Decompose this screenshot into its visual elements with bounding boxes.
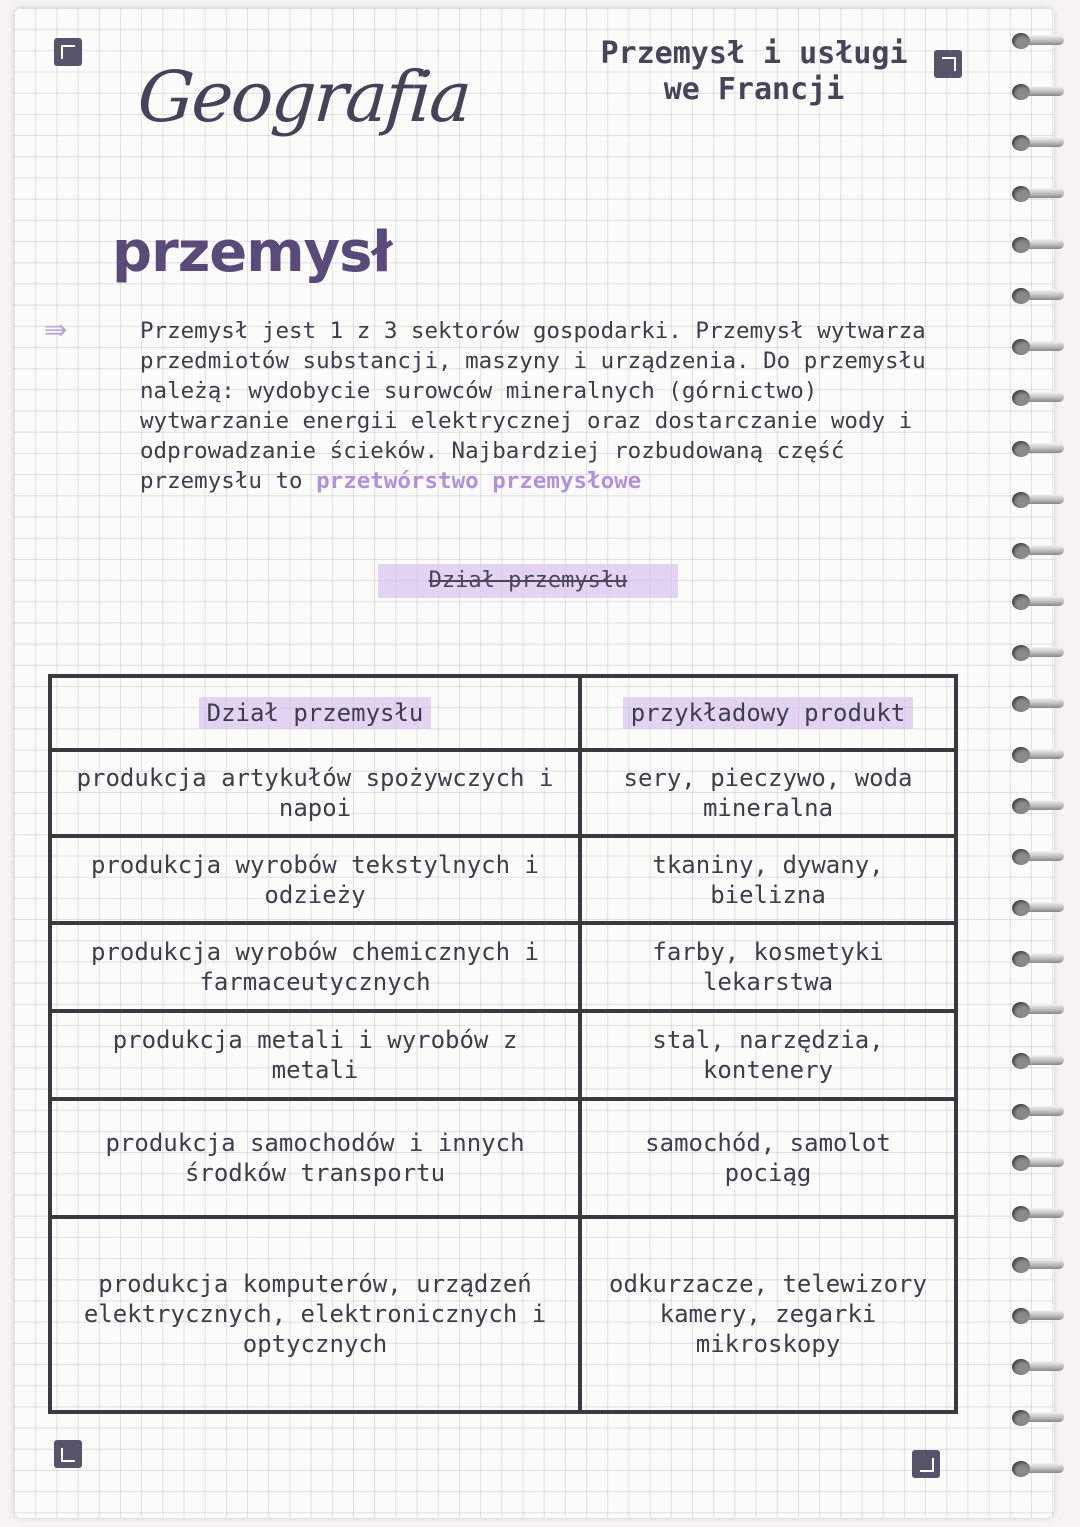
spiral-ring-icon xyxy=(1008,30,1064,50)
spiral-ring-icon xyxy=(1008,438,1064,458)
subject-title: Geografia xyxy=(135,56,473,138)
corner-mark-icon xyxy=(912,1450,940,1478)
spiral-ring-icon xyxy=(1008,1254,1064,1274)
spiral-ring-icon xyxy=(1008,132,1064,152)
table-cell-dzial: produkcja samochodów i innych środków transportu xyxy=(50,1099,580,1216)
spiral-ring-icon xyxy=(1008,693,1064,713)
spiral-ring-icon xyxy=(1008,999,1064,1019)
spiral-ring-icon xyxy=(1008,1305,1064,1325)
table-cell-dzial: produkcja komputerów, urządzeń elektrycznych, elektronicznych i optycznych xyxy=(50,1217,580,1412)
table-cell-produkt: tkaniny, dywany, bielizna xyxy=(580,836,956,922)
table-cell-produkt: farby, kosmetyki lekarstwa xyxy=(580,923,956,1011)
corner-mark-icon xyxy=(934,50,962,78)
table-cell-produkt: samochód, samolot pociąg xyxy=(580,1099,956,1216)
spiral-ring-icon xyxy=(1008,336,1064,356)
spiral-ring-icon xyxy=(1008,1407,1064,1427)
spiral-ring-icon xyxy=(1008,846,1064,866)
spiral-ring-icon xyxy=(1008,1050,1064,1070)
table-cell-dzial: produkcja wyrobów tekstylnych i odzieży xyxy=(50,836,580,922)
spiral-ring-icon xyxy=(1008,489,1064,509)
table-row xyxy=(50,1217,956,1412)
table-cell-dzial: produkcja wyrobów chemicznych i farmaceutycznych xyxy=(50,923,580,1011)
table-header-row xyxy=(50,676,956,750)
spiral-ring-icon xyxy=(1008,81,1064,101)
spiral-binding xyxy=(1008,30,1074,1510)
corner-mark-icon xyxy=(54,38,82,66)
section-heading: przemysł xyxy=(112,220,392,285)
spiral-ring-icon xyxy=(1008,183,1064,203)
spiral-ring-icon xyxy=(1008,234,1064,254)
table-row xyxy=(50,923,956,1011)
spiral-ring-icon xyxy=(1008,1203,1064,1223)
spiral-ring-icon xyxy=(1008,285,1064,305)
paragraph-text: Przemysł jest 1 z 3 sektorów gospodarki. Przemysł wytwarza przedmiotów substancji, maszyny i urządzenia. Do przemysłu należą: wydobycie surowców mineralnych (górnictwo) wytwarzanie energii elektrycznej oraz dostarczanie wody i odprowadzanie ścieków. Najbardziej rozbudowaną część przemysłu to xyxy=(140,318,926,494)
arrow-icon: ⇛ xyxy=(44,313,68,346)
spiral-ring-icon xyxy=(1008,642,1064,662)
spiral-ring-icon xyxy=(1008,1101,1064,1121)
spiral-ring-icon xyxy=(1008,1458,1064,1478)
table-cell-produkt: odkurzacze, telewizory kamery, zegarki mikroskopy xyxy=(580,1217,956,1412)
table-cell-dzial: produkcja artykułów spożywczych i napoi xyxy=(50,750,580,836)
spiral-ring-icon xyxy=(1008,540,1064,560)
intro-paragraph xyxy=(140,316,970,496)
industry-table xyxy=(48,674,958,1414)
spiral-ring-icon xyxy=(1008,1152,1064,1172)
paragraph-highlight: przetwórstwo przemysłowe xyxy=(316,468,642,494)
topic-title: Przemysł i usługi we Francji xyxy=(600,36,908,107)
notebook-page xyxy=(14,8,1054,1518)
table-cell-dzial: produkcja metali i wyrobów z metali xyxy=(50,1011,580,1099)
table-cell-produkt: sery, pieczywo, woda mineralna xyxy=(580,750,956,836)
spiral-ring-icon xyxy=(1008,795,1064,815)
spiral-ring-icon xyxy=(1008,744,1064,764)
corner-mark-icon xyxy=(54,1440,82,1468)
table-row xyxy=(50,750,956,836)
spiral-ring-icon xyxy=(1008,387,1064,407)
table-row xyxy=(50,1099,956,1216)
table-row xyxy=(50,836,956,922)
spiral-ring-icon xyxy=(1008,1356,1064,1376)
spiral-ring-icon xyxy=(1008,897,1064,917)
crossed-out-label: Dział przemysłu xyxy=(378,564,678,598)
header-produkt: przykładowy produkt xyxy=(580,676,956,750)
spiral-ring-icon xyxy=(1008,948,1064,968)
spiral-ring-icon xyxy=(1008,591,1064,611)
table-row xyxy=(50,1011,956,1099)
table-cell-produkt: stal, narzędzia, kontenery xyxy=(580,1011,956,1099)
header-dzial: Dział przemysłu xyxy=(50,676,580,750)
